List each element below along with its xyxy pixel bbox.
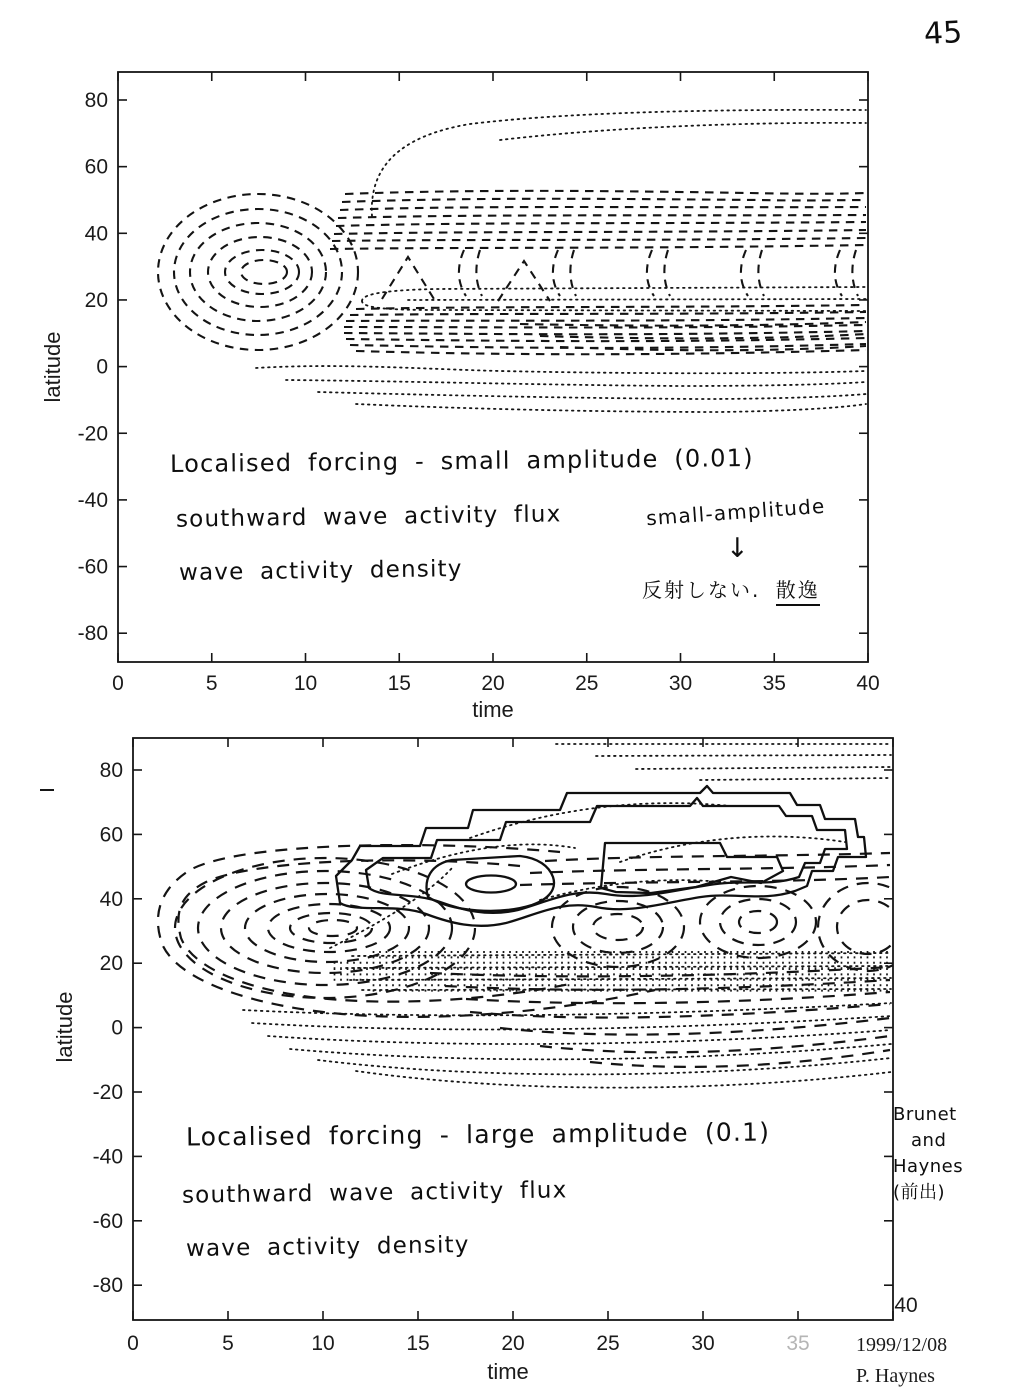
x-tick-label: 40	[894, 1294, 918, 1317]
y-tick-label: 0	[96, 355, 108, 379]
top-side-note: small-amplitude	[645, 493, 827, 531]
y-tick-label: 0	[111, 1016, 123, 1040]
y-tick-label: 60	[99, 823, 123, 847]
x-tick-label: 40	[856, 672, 880, 695]
y-tick-label: 80	[99, 759, 123, 782]
margin-note	[893, 1102, 1011, 1206]
x-tick-label: 0	[112, 672, 124, 695]
top-ylabel: latitude	[40, 331, 65, 403]
down-arrow: ↓	[726, 533, 750, 564]
y-tick-label: -80	[77, 622, 108, 646]
bottom-annotation-line2: southward wave activity flux	[181, 1177, 568, 1209]
margin-note-line4: (前出)	[893, 1182, 946, 1204]
footer-date: 1999/12/08	[856, 1334, 948, 1356]
y-tick-label: 60	[84, 155, 108, 179]
x-tick-label: 25	[596, 1332, 620, 1355]
top-xlabel: time	[472, 697, 514, 722]
x-tick-label: 10	[293, 672, 318, 695]
x-tick-label: 15	[387, 672, 411, 695]
top-dashed-contours	[158, 191, 866, 354]
y-tick-label: 40	[99, 887, 123, 911]
y-tick-label: -80	[92, 1274, 123, 1298]
x-tick-label: 0	[127, 1332, 139, 1355]
x-tick-label: 5	[222, 1332, 234, 1355]
y-tick-label: -60	[92, 1209, 123, 1233]
y-tick-label: -20	[77, 422, 108, 446]
x-tick-label: 30	[668, 672, 693, 695]
bottom-annotation-line3: wave activity density	[185, 1232, 470, 1262]
y-tick-label: 20	[84, 288, 108, 312]
bottom-annotation-title: Localised forcing - large amplitude (0.1)	[185, 1117, 771, 1152]
footer	[856, 1330, 947, 1392]
y-tick-label: -20	[92, 1081, 123, 1104]
top-annotation-line2: southward wave activity flux	[175, 501, 562, 533]
jp-note-underlined: 散逸	[776, 578, 820, 606]
x-tick-label: 20	[481, 672, 505, 695]
top-annotation-line3: wave activity density	[178, 556, 463, 586]
page-number: 45	[923, 15, 964, 52]
top-dotted-contours	[256, 110, 866, 412]
y-tick-label: 20	[99, 952, 123, 976]
x-tick-label: 35	[786, 1332, 810, 1355]
y-tick-label: 80	[84, 89, 108, 112]
margin-note-line3: Haynes	[893, 1156, 964, 1178]
bottom-xlabel: time	[487, 1359, 529, 1384]
top-side-note-japanese	[642, 574, 820, 603]
footer-author: P. Haynes	[856, 1365, 935, 1387]
margin-note-line1: Brunet	[893, 1104, 957, 1125]
y-tick-label: -40	[92, 1145, 123, 1169]
x-tick-label: 25	[575, 672, 599, 695]
x-tick-label: 30	[691, 1332, 715, 1355]
bottom-plot	[52, 738, 918, 1384]
y-tick-label: -60	[77, 555, 108, 579]
x-tick-label: 35	[762, 672, 786, 695]
top-plot	[40, 72, 880, 722]
x-tick-label: 5	[205, 672, 218, 695]
y-tick-label: -40	[77, 488, 108, 512]
margin-note-line2: and	[911, 1130, 947, 1152]
x-tick-label: 10	[311, 1332, 335, 1355]
bottom-ylabel: latitude	[52, 991, 77, 1063]
y-tick-label: 40	[84, 222, 108, 246]
top-annotation-title: Localised forcing - small amplitude (0.01)	[169, 443, 754, 479]
x-tick-label: 15	[406, 1332, 430, 1355]
x-tick-label: 20	[501, 1332, 525, 1355]
jp-note-plain: 反射しない.	[642, 578, 761, 602]
